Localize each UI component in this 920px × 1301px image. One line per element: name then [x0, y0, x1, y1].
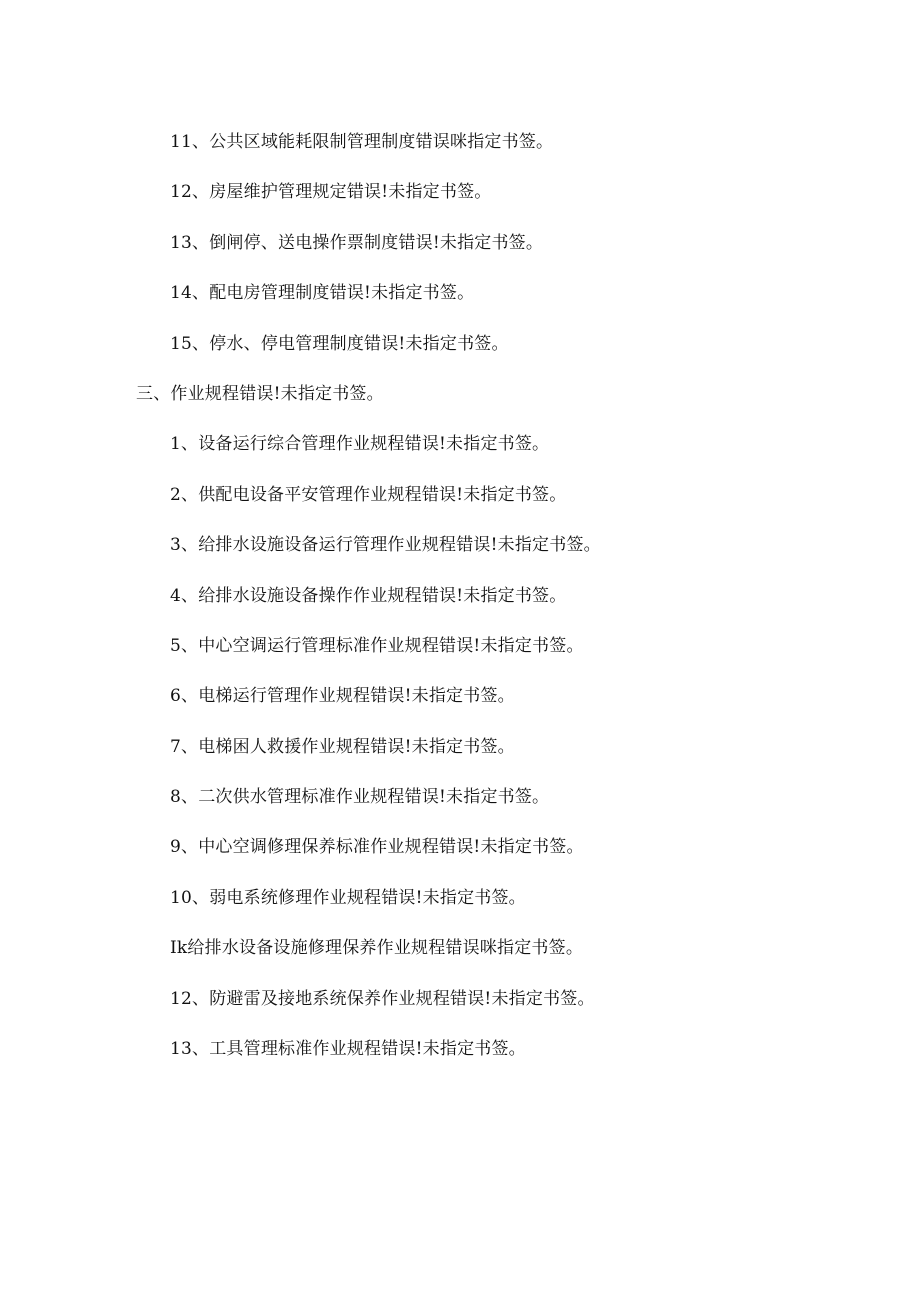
toc-section-heading: 三、作业规程错误!未指定书签。: [136, 383, 384, 404]
toc-entry: 3、给排水设施设备运行管理作业规程错误!未指定书签。: [170, 535, 601, 556]
toc-entry: 6、电梯运行管理作业规程错误!未指定书签。: [170, 686, 515, 707]
toc-entry: 7、电梯困人救援作业规程错误!未指定书签。: [170, 736, 515, 757]
toc-entry: 12、房屋维护管理规定错误!未指定书签。: [170, 182, 492, 203]
toc-entry: 5、中心空调运行管理标准作业规程错误!未指定书签。: [170, 635, 584, 656]
toc-entry: 10、弱电系统修理作业规程错误!未指定书签。: [170, 887, 526, 908]
toc-entry: 1、设备运行综合管理作业规程错误!未指定书签。: [170, 434, 550, 455]
toc-entry: 12、防避雷及接地系统保养作业规程错误!未指定书签。: [170, 988, 595, 1009]
toc-entry: 11、公共区域能耗限制管理制度错误咪指定书签。: [170, 132, 554, 152]
toc-entry: 15、停水、停电管理制度错误!未指定书签。: [170, 333, 509, 354]
toc-entry: 13、倒闸停、送电操作票制度错误!未指定书签。: [170, 232, 544, 253]
toc-entry: 8、二次供水管理标准作业规程错误!未指定书签。: [170, 787, 550, 808]
toc-entry: Ik给排水设备设施修理保养作业规程错误咪指定书签。: [170, 938, 584, 959]
toc-entry: 14、配电房管理制度错误!未指定书签。: [170, 283, 475, 304]
toc-entry: 9、中心空调修理保养标准作业规程错误!未指定书签。: [170, 837, 584, 858]
toc-entry: 13、工具管理标准作业规程错误!未指定书签。: [170, 1039, 526, 1060]
toc-entry: 4、给排水设施设备操作作业规程错误!未指定书签。: [170, 585, 567, 606]
table-of-contents: [0, 127, 920, 1084]
toc-entry: 2、供配电设备平安管理作业规程错误!未指定书签。: [170, 484, 567, 505]
